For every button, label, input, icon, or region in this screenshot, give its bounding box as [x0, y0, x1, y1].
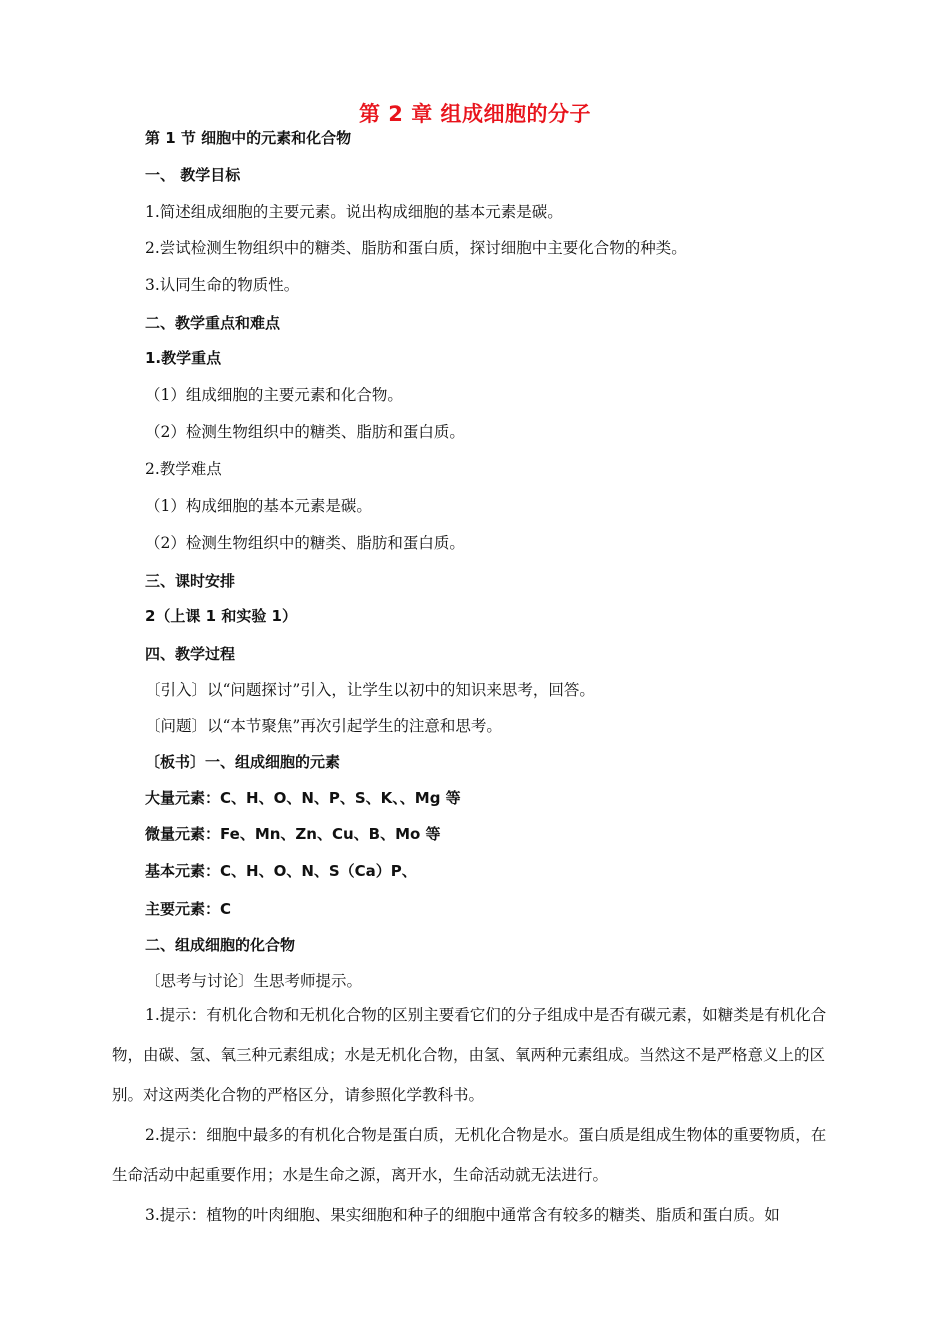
hint-text: 3.提示：植物的叶肉细胞、果实细胞和种子的细胞中通常含有较多的糖类、脂质和蛋白质。如: [145, 1206, 780, 1224]
focus-item: （1）组成细胞的主要元素和化合物。: [145, 386, 403, 404]
objective-item: 3.认同生命的物质性。: [145, 276, 300, 294]
objective-item: 1.简述组成细胞的主要元素。说出构成细胞的基本元素是碳。: [145, 203, 563, 221]
section-title: 第 1 节 细胞中的元素和化合物: [145, 129, 352, 147]
difficulty-item: （2）检测生物组织中的糖类、脂肪和蛋白质。: [145, 534, 465, 552]
trace-elements-line: 微量元素：Fe、Mn、Zn、Cu、B、Mo 等: [145, 825, 441, 843]
basic-elements-line: 基本元素：C、H、O、N、S（Ca）P、: [145, 862, 417, 880]
objective-item: 2.尝试检测生物组织中的糖类、脂肪和蛋白质，探讨细胞中主要化合物的种类。: [145, 239, 687, 257]
question-line: 〔问题〕以“本节聚焦”再次引起学生的注意和思考。: [145, 717, 502, 735]
difficulty-heading: 2.教学难点: [145, 460, 222, 478]
board-line: 〔板书〕一、组成细胞的元素: [145, 753, 341, 771]
hint-text: 1.提示：有机化合物和无机化合物的区别主要看它们的分子组成中是否有碳元素，如糖类是有机化合物，由碳、氢、氧三种元素组成；水是无机化合物，由氢、氧两种元素组成。当然这不是严格意义上的区别。对这两类化合物的严格区分，请参照化学教科书。: [112, 1006, 827, 1104]
hint-paragraph-2: [112, 1115, 828, 1195]
discussion-line: 〔思考与讨论〕生思考师提示。: [145, 972, 363, 990]
process-heading: 四、教学过程: [145, 645, 236, 663]
compounds-heading: 二、组成细胞的化合物: [145, 936, 296, 954]
schedule-text: 2（上课 1 和实验 1）: [145, 607, 297, 625]
objectives-heading: 一、 教学目标: [145, 166, 241, 184]
hint-text: 2.提示：细胞中最多的有机化合物是蛋白质，无机化合物是水。蛋白质是组成生物体的重要物质，在生命活动中起重要作用；水是生命之源，离开水，生命活动就无法进行。: [112, 1126, 827, 1184]
chapter-title: 第 2 章 组成细胞的分子: [358, 102, 592, 126]
focus-heading: 1.教学重点: [145, 349, 222, 367]
intro-line: 〔引入〕以“问题探讨”引入，让学生以初中的知识来思考，回答。: [145, 681, 595, 699]
major-elements-line: 大量元素：C、H、O、N、P、S、K、、Mg 等: [145, 789, 461, 807]
key-points-heading: 二、教学重点和难点: [145, 314, 281, 332]
hint-paragraph-1: [112, 995, 828, 1115]
schedule-heading: 三、课时安排: [145, 572, 236, 590]
focus-item: （2）检测生物组织中的糖类、脂肪和蛋白质。: [145, 423, 465, 441]
difficulty-item: （1）构成细胞的基本元素是碳。: [145, 497, 372, 515]
main-elements-line: 主要元素：C: [145, 900, 232, 918]
hint-paragraph-3: [112, 1195, 828, 1235]
